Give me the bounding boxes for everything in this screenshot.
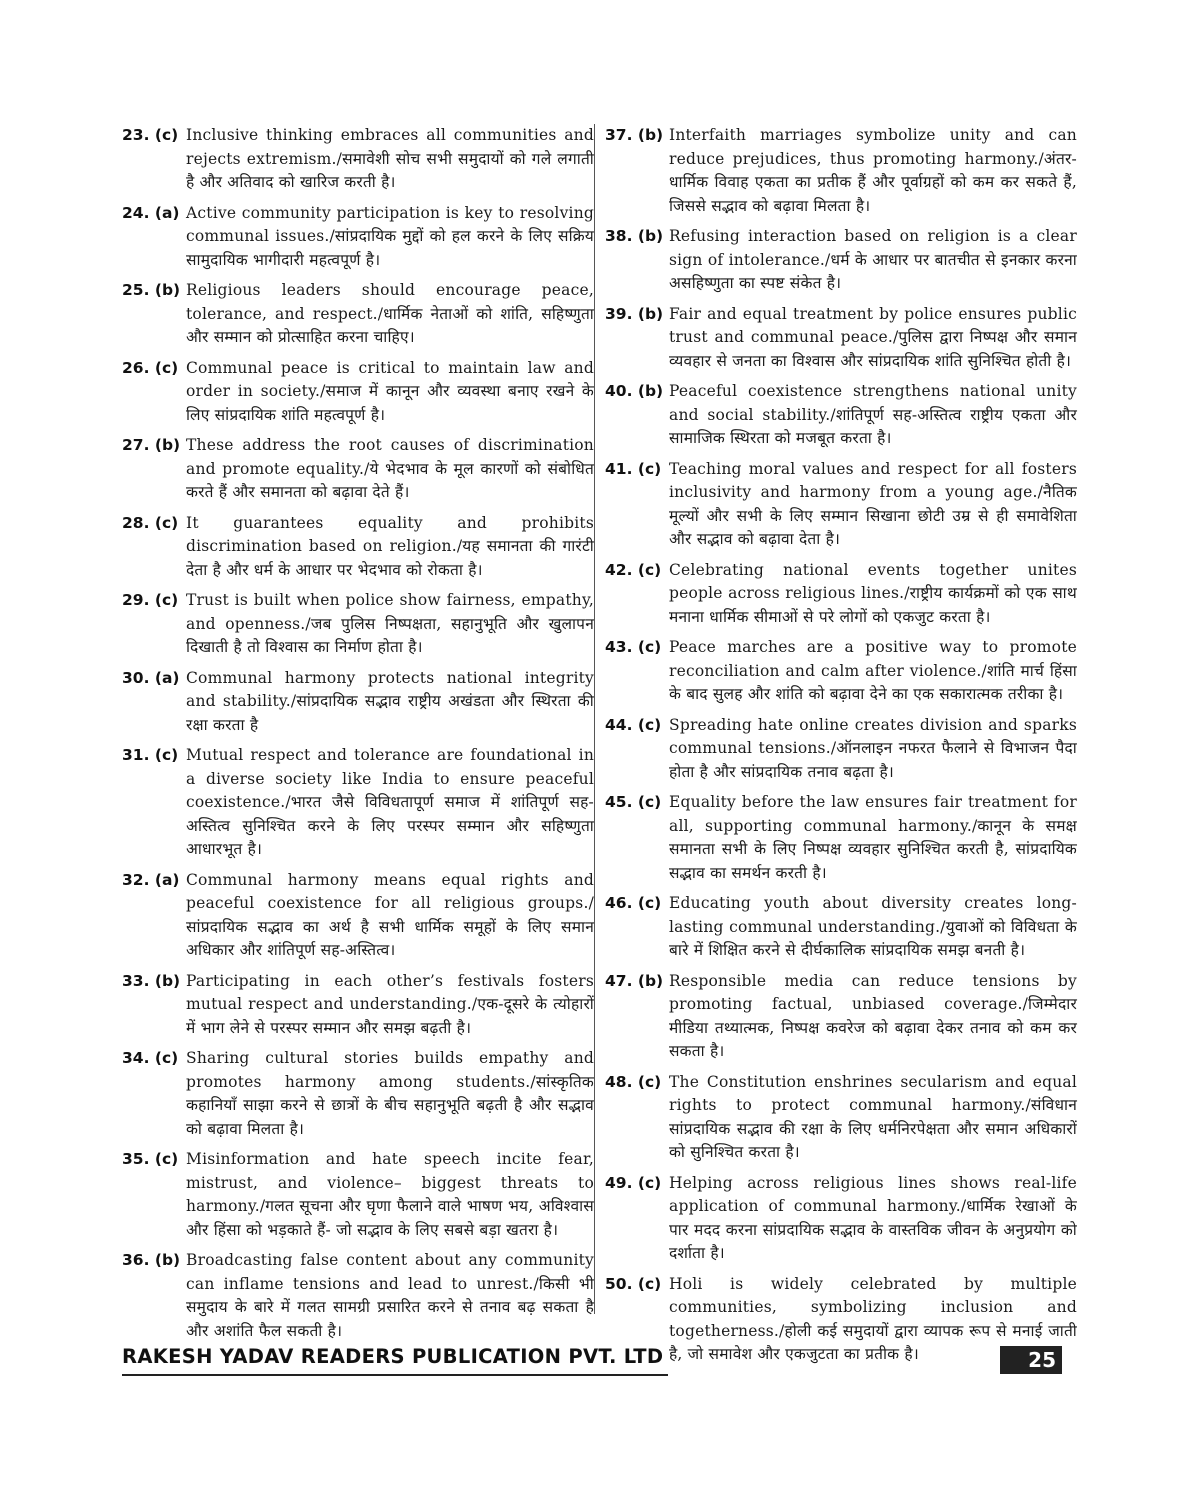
answer-item xyxy=(605,458,1077,552)
answer-explanation: Sharing cultural stories builds empathy and promotes harmony among students./सांस्कृतिक कहानियाँ साझा करने से छात्रों के बीच सहानुभूति बढ़ती है और सद्भाव को बढ़ावा मिलता है। xyxy=(186,1049,594,1138)
answer-number: 42. (c) xyxy=(605,560,662,579)
answer-number: 33. (b) xyxy=(122,971,181,990)
answer-item xyxy=(605,970,1077,1064)
left-column xyxy=(122,124,594,1350)
column-divider xyxy=(594,124,595,1314)
answer-number: 26. (c) xyxy=(122,358,179,377)
answer-number: 44. (c) xyxy=(605,715,662,734)
answer-item xyxy=(605,714,1077,785)
answer-number: 43. (c) xyxy=(605,638,662,656)
answer-explanation: Religious leaders should encourage peace, tolerance, and respect./धार्मिक नेताओं को शांति, सहिष्णुता और सम्मान को प्रोत्साहित करना चाहिए। xyxy=(186,281,594,346)
answer-number: 28. (c) xyxy=(122,513,179,532)
answer-number: 30. (a) xyxy=(122,668,180,687)
answer-explanation: Communal harmony means equal rights and peaceful coexistence for all religious groups./सांप्रदायिक सद्भाव का अर्थ है सभी धार्मिक समूहों के लिए समान अधिकार और शांतिपूर्ण सह-अस्तित्व। xyxy=(186,870,594,959)
right-column xyxy=(605,124,1077,1374)
answer-explanation: Inclusive thinking embraces all communities and rejects extremism./समावेशी सोच सभी समुदायों को गले लगाती है और अतिवाद को खारिज करती है। xyxy=(186,126,594,191)
answer-explanation: Celebrating national events together unites people across religious lines./राष्ट्रीय कार्यक्रमों को एक साथ मनाना धार्मिक सीमाओं से परे लोगों को एकजुट करता है। xyxy=(669,560,1077,626)
answer-number: 34. (c) xyxy=(122,1049,179,1067)
answer-item xyxy=(605,225,1077,296)
answer-explanation: Mutual respect and tolerance are foundational in a diverse society like India to ensure peaceful coexistence./भारत जैसे विविधतापूर्ण समाज में शांतिपूर्ण सह-अस्तित्व सुनिश्चित करने के लिए परस्पर सम्मान और सहिष्णुता आधारभूत है। xyxy=(186,746,594,858)
answer-explanation: Active community participation is key to resolving communal issues./सांप्रदायिक मुद्दों को हल करने के लिए सक्रिय सामुदायिक भागीदारी महत्वपूर्ण है। xyxy=(186,203,594,269)
answer-item xyxy=(122,1047,594,1141)
answer-number: 37. (b) xyxy=(605,126,664,144)
answer-item xyxy=(122,869,594,963)
answer-number: 47. (b) xyxy=(605,971,664,990)
answer-explanation: Refusing interaction based on religion is a clear sign of intolerance./धर्म के आधार पर बातचीत से इनकार करना असहिष्णुता का स्पष्ट संकेत है। xyxy=(669,227,1077,292)
answer-number: 32. (a) xyxy=(122,870,180,889)
answer-explanation: The Constitution enshrines secularism and equal rights to protect communal harmony./संविधान सांप्रदायिक सद्भाव की रक्षा के लिए धर्मनिरपेक्षता और समान अधिकारों को सुनिश्चित करता है। xyxy=(669,1072,1077,1161)
answer-number: 23. (c) xyxy=(122,126,179,144)
answer-item xyxy=(122,1148,594,1242)
answer-explanation: Communal harmony protects national integrity and stability./सांप्रदायिक सद्भाव राष्ट्रीय अखंडता और स्थिरता की रक्षा करता है xyxy=(186,668,594,734)
publisher-name: RAKESH YADAV READERS PUBLICATION PVT. LTD xyxy=(122,1345,664,1368)
answer-item xyxy=(122,279,594,350)
answer-explanation: Teaching moral values and respect for all fosters inclusivity and harmony from a young age./नैतिक मूल्यों और सभी के लिए सम्मान सिखाना छोटी उम्र से ही समावेशिता और सद्भाव को बढ़ावा देता है। xyxy=(669,459,1077,548)
answer-item xyxy=(605,124,1077,218)
answer-item xyxy=(122,970,594,1041)
answer-item xyxy=(122,434,594,505)
answer-explanation: Participating in each other’s festivals fosters mutual respect and understanding./एक-दूसरे के त्योहारों में भाग लेने से परस्पर सम्मान और समझ बढ़ती है। xyxy=(186,971,594,1037)
answer-number: 25. (b) xyxy=(122,281,181,299)
footer-rule xyxy=(122,1374,668,1376)
answer-explanation: These address the root causes of discrimination and promote equality./ये भेदभाव के मूल कारणों को संबोधित करते हैं और समानता को बढ़ावा देते हैं। xyxy=(186,436,594,501)
answer-number: 24. (a) xyxy=(122,203,180,222)
answer-explanation: It guarantees equality and prohibits discrimination based on religion./यह समानता की गारंटी देता है और धर्म के आधार पर भेदभाव को रोकता है। xyxy=(186,513,594,579)
answer-item xyxy=(605,791,1077,885)
answer-item xyxy=(122,589,594,660)
answer-explanation: Holi is widely celebrated by multiple communities, symbolizing inclusion and togetherness./होली कई समुदायों द्वारा व्यापक रूप से मनाई जाती है, जो समावेश और एकजुटता का प्रतीक है। xyxy=(669,1274,1077,1363)
answer-item xyxy=(122,202,594,273)
answer-number: 27. (b) xyxy=(122,436,181,454)
answer-explanation: Interfaith marriages symbolize unity and can reduce prejudices, thus promoting harmony./अंतर-धार्मिक विवाह एकता का प्रतीक हैं और पूर्वाग्रहों को कम कर सकते हैं, जिससे सद्भाव को बढ़ावा मिलता है। xyxy=(669,126,1077,215)
answer-explanation: Peace marches are a positive way to promote reconciliation and calm after violence./शांति मार्च हिंसा के बाद सुलह और शांति को बढ़ावा देने का एक सकारात्मक तरीका है। xyxy=(669,638,1077,703)
page-number: 25 xyxy=(1000,1346,1062,1374)
answer-number: 35. (c) xyxy=(122,1150,179,1168)
answer-number: 41. (c) xyxy=(605,459,662,478)
answer-explanation: Trust is built when police show fairness, empathy, and openness./जब पुलिस निष्पक्षता, सहानुभूति और खुलापन दिखाती है तो विश्वास का निर्माण होता है। xyxy=(186,591,594,656)
answer-item xyxy=(605,303,1077,374)
answer-number: 50. (c) xyxy=(605,1274,662,1293)
answer-number: 39. (b) xyxy=(605,304,664,323)
answer-item xyxy=(122,1249,594,1343)
answer-number: 49. (c) xyxy=(605,1173,662,1192)
answer-number: 31. (c) xyxy=(122,746,179,764)
answer-item xyxy=(122,744,594,862)
answer-item xyxy=(605,1071,1077,1165)
answer-explanation: Responsible media can reduce tensions by promoting factual, unbiased coverage./जिम्मेदार मीडिया तथ्यात्मक, निष्पक्ष कवरेज को बढ़ावा देकर तनाव को कम कर सकता है। xyxy=(669,971,1077,1060)
answer-number: 29. (c) xyxy=(122,591,179,609)
answer-explanation: Peaceful coexistence strengthens national unity and social stability./शांतिपूर्ण सह-अस्तित्व राष्ट्रीय एकता और सामाजिक स्थिरता को मजबूत करता है। xyxy=(669,382,1077,447)
answer-explanation: Spreading hate online creates division and sparks communal tensions./ऑनलाइन नफरत फैलाने से विभाजन पैदा होता है और सांप्रदायिक तनाव बढ़ता है। xyxy=(669,715,1077,781)
answer-number: 36. (b) xyxy=(122,1251,181,1269)
answer-item xyxy=(605,559,1077,630)
answer-item xyxy=(605,636,1077,707)
answer-number: 45. (c) xyxy=(605,793,662,811)
answer-number: 40. (b) xyxy=(605,382,664,400)
answer-number: 38. (b) xyxy=(605,227,664,245)
answer-item xyxy=(122,357,594,428)
answer-item xyxy=(122,512,594,583)
answer-item xyxy=(605,1172,1077,1266)
answer-explanation: Communal peace is critical to maintain law and order in society./समाज में कानून और व्यवस्था बनाए रखने के लिए सांप्रदायिक शांति महत्वपूर्ण है। xyxy=(186,358,594,424)
answer-explanation: Broadcasting false content about any community can inflame tensions and lead to unrest./किसी भी समुदाय के बारे में गलत सामग्री प्रसारित करने से तनाव बढ़ सकता है और अशांति फैल सकती है। xyxy=(186,1251,594,1340)
answer-item xyxy=(605,892,1077,963)
answer-item xyxy=(605,380,1077,451)
answer-item xyxy=(122,124,594,195)
answer-item xyxy=(122,667,594,738)
answer-explanation: Equality before the law ensures fair treatment for all, supporting communal harmony./कानून के समक्ष समानता सभी के लिए निष्पक्ष व्यवहार सुनिश्चित करती है, सांप्रदायिक सद्भाव का समर्थन करती है। xyxy=(669,793,1077,882)
answer-explanation: Educating youth about diversity creates long-lasting communal understanding./युवाओं को विविधता के बारे में शिक्षित करने से दीर्घकालिक सांप्रदायिक समझ बनती है। xyxy=(669,894,1077,959)
answer-explanation: Misinformation and hate speech incite fear, mistrust, and violence– biggest threats to harmony./गलत सूचना और घृणा फैलाने वाले भाषण भय, अविश्वास और हिंसा को भड़काते हैं- जो सद्भाव के लिए सबसे बड़ा खतरा है। xyxy=(186,1150,594,1239)
answer-explanation: Helping across religious lines shows real-life application of communal harmony./धार्मिक रेखाओं के पार मदद करना सांप्रदायिक सद्भाव के वास्तविक जीवन के अनुप्रयोग को दर्शाता है। xyxy=(669,1173,1077,1262)
answer-explanation: Fair and equal treatment by police ensures public trust and communal peace./पुलिस द्वारा निष्पक्ष और समान व्यवहार से जनता का विश्वास और सांप्रदायिक शांति सुनिश्चित होती है। xyxy=(669,304,1077,370)
answer-number: 48. (c) xyxy=(605,1072,662,1091)
answer-number: 46. (c) xyxy=(605,894,662,912)
